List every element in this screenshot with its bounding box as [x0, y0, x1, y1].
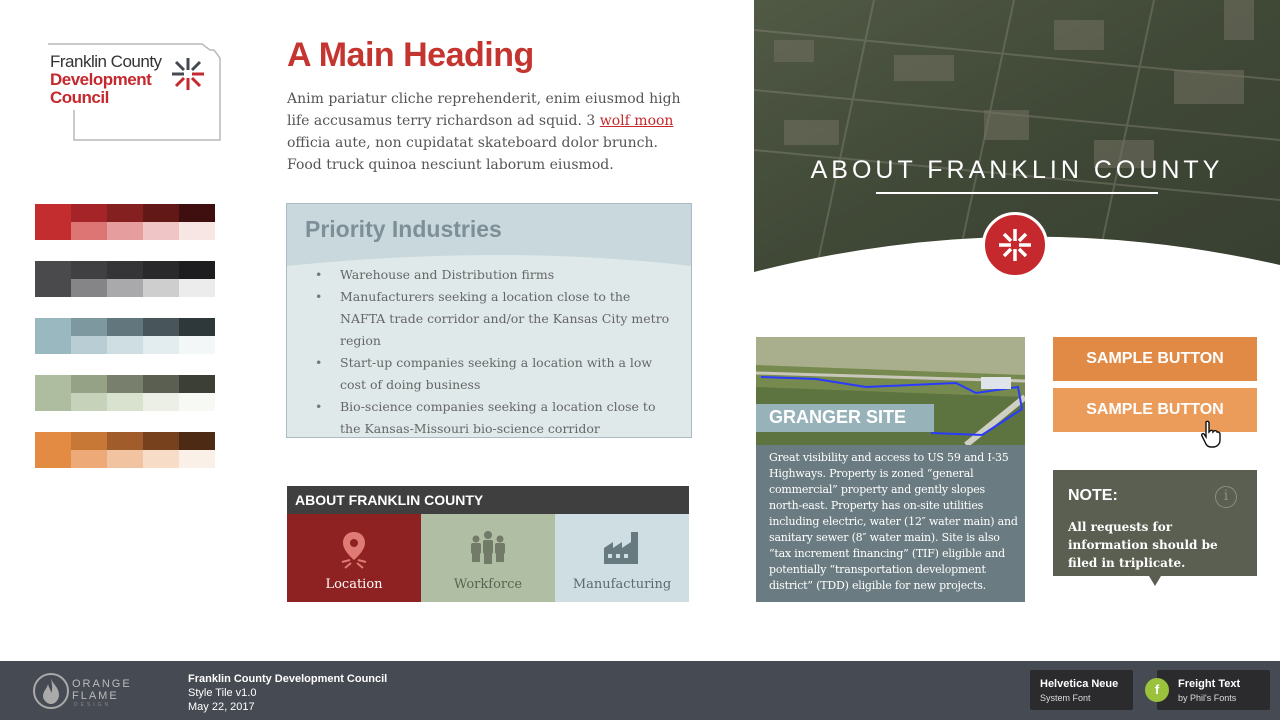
intro-text-end: officia aute, non cupidatat skateboard dolor brunch. Food truck quinoa nesciunt laborum eiusmod.	[287, 135, 658, 173]
freight-font-icon: f	[1145, 678, 1169, 702]
tab-label: Manufacturing	[572, 577, 672, 592]
brand-line-1: ORANGE	[72, 678, 132, 690]
color-swatch	[71, 450, 107, 468]
note-text: All requests for information should be filed in triplicate.	[1068, 520, 1218, 570]
sample-button[interactable]: SAMPLE BUTTON	[1053, 337, 1257, 381]
granger-site-description: Great visibility and access to US 59 and I-35 Highways. Property is zoned “general commercial” property and gently slopes north-east. Property has on-site utilities including electric, water (12″ water main) and sanitary sewer (8″ water main). Site is also “tax increment financing” (TIF) eligible and potentially “transportation development district” (TDD) eligible for new projects.	[769, 451, 1018, 592]
intro-paragraph	[287, 88, 687, 176]
list-item: • Warehouse and Distribution firms	[315, 264, 675, 286]
about-county-box	[287, 486, 689, 602]
tab-location[interactable]	[287, 514, 421, 602]
arrows-mark-icon	[170, 56, 206, 92]
note-title: NOTE:	[1068, 487, 1118, 504]
wolf-moon-link[interactable]: wolf moon	[599, 113, 674, 129]
granger-site-tag: GRANGER SITE	[756, 404, 934, 432]
info-icon[interactable]: i	[1215, 486, 1237, 508]
color-swatch	[71, 375, 107, 393]
hero-divider	[876, 192, 1158, 194]
color-swatch	[71, 261, 107, 279]
swatch-group-orange	[35, 432, 215, 468]
color-swatch	[71, 204, 107, 222]
priority-industries-title: Priority Industries	[305, 216, 502, 242]
flame-logo-icon	[33, 671, 69, 711]
color-swatch	[179, 393, 215, 411]
tab-label: Workforce	[453, 577, 523, 592]
arrows-mark-icon	[985, 215, 1045, 275]
color-swatch	[35, 336, 71, 354]
color-swatch	[35, 279, 71, 297]
footer-date: May 22, 2017	[188, 701, 255, 713]
sample-button-hover[interactable]: SAMPLE BUTTON	[1053, 388, 1257, 432]
tab-manufacturing[interactable]	[555, 514, 689, 602]
color-swatch	[179, 204, 215, 222]
note-callout	[1053, 470, 1257, 576]
font-chip-helvetica	[1030, 670, 1133, 710]
font-name: Freight Text	[1178, 678, 1241, 690]
about-tabs	[287, 514, 689, 602]
color-swatch	[107, 450, 143, 468]
color-swatch	[35, 222, 71, 240]
hero-title: ABOUT FRANKLIN COUNTY	[810, 156, 1224, 184]
color-swatch	[143, 432, 179, 450]
color-swatch	[143, 336, 179, 354]
swatch-row	[35, 393, 215, 411]
list-item: • Bio-science companies seeking a location close to the Kansas-Missouri bio-science corridor	[315, 396, 675, 438]
font-chip-freight	[1154, 670, 1270, 710]
priority-industries-list	[315, 264, 675, 438]
color-swatch	[179, 261, 215, 279]
logo-line-3: Council	[50, 88, 109, 107]
intro-text-start: Anim pariatur cliche reprehenderit, enim eiusmod high life accusamus terry richardson ad squid. 3	[287, 91, 681, 129]
granger-site-card[interactable]	[756, 337, 1025, 602]
color-swatch	[107, 318, 143, 336]
footer-version: Style Tile v1.0	[188, 687, 257, 699]
swatch-row	[35, 450, 215, 468]
color-swatch	[71, 279, 107, 297]
hero-banner	[754, 0, 1280, 280]
swatch-row	[35, 432, 215, 450]
color-swatch	[35, 318, 71, 336]
color-swatch	[179, 432, 215, 450]
logo-line-2: Development	[50, 70, 152, 89]
swatch-row	[35, 279, 215, 297]
color-swatch	[143, 222, 179, 240]
location-pin-icon	[337, 530, 371, 570]
color-swatch	[35, 375, 71, 393]
swatch-group-green	[35, 375, 215, 411]
color-swatch	[35, 450, 71, 468]
color-swatch	[71, 432, 107, 450]
swatch-row	[35, 204, 215, 222]
color-swatch	[107, 204, 143, 222]
color-swatch	[35, 432, 71, 450]
color-swatch	[107, 279, 143, 297]
color-swatch	[143, 318, 179, 336]
list-item: • Start-up companies seeking a location with a low cost of doing business	[315, 352, 675, 396]
tab-label: Location	[325, 577, 383, 592]
brand-line-3: DESIGN	[74, 702, 112, 708]
swatch-group-blue	[35, 318, 215, 354]
people-icon	[468, 530, 508, 566]
color-swatch	[107, 432, 143, 450]
swatch-row	[35, 318, 215, 336]
font-source: by Phil's Fonts	[1178, 693, 1237, 703]
color-swatch	[71, 336, 107, 354]
color-swatch	[143, 261, 179, 279]
color-swatch	[179, 279, 215, 297]
color-swatch	[179, 318, 215, 336]
color-swatch	[143, 204, 179, 222]
swatch-row	[35, 336, 215, 354]
color-swatch	[179, 375, 215, 393]
swatch-group-red	[35, 204, 215, 240]
hand-cursor-icon	[1200, 420, 1222, 448]
color-swatch	[71, 393, 107, 411]
color-swatch	[35, 261, 71, 279]
color-swatch	[143, 393, 179, 411]
color-swatch	[143, 375, 179, 393]
color-swatch	[71, 222, 107, 240]
franklin-county-logo	[44, 42, 222, 142]
swatch-row	[35, 261, 215, 279]
color-swatch	[107, 222, 143, 240]
color-swatch	[179, 450, 215, 468]
factory-icon	[602, 530, 642, 566]
color-swatch	[143, 450, 179, 468]
color-swatch	[179, 222, 215, 240]
footer-org: Franklin County Development Council	[188, 673, 388, 685]
color-swatch	[143, 279, 179, 297]
color-swatch	[35, 393, 71, 411]
font-source: System Font	[1040, 693, 1091, 703]
list-item: • Manufacturers seeking a location close to the NAFTA trade corridor and/or the Kansas City metro region	[315, 286, 675, 352]
hero-badge	[982, 212, 1048, 278]
swatch-row	[35, 222, 215, 240]
tab-workforce[interactable]	[421, 514, 555, 602]
color-palette	[35, 204, 215, 489]
swatch-row	[35, 375, 215, 393]
color-swatch	[35, 204, 71, 222]
brand-line-2: FLAME	[72, 690, 119, 702]
logo-line-1: Franklin County	[50, 52, 162, 71]
priority-industries-panel	[286, 203, 692, 438]
color-swatch	[107, 261, 143, 279]
color-swatch	[107, 375, 143, 393]
footer-meta	[188, 672, 387, 714]
about-box-title: ABOUT FRANKLIN COUNTY	[287, 486, 689, 514]
color-swatch	[107, 336, 143, 354]
font-name: Helvetica Neue	[1040, 678, 1119, 690]
main-heading: A Main Heading	[287, 36, 534, 74]
color-swatch	[107, 393, 143, 411]
color-swatch	[179, 336, 215, 354]
color-swatch	[71, 318, 107, 336]
swatch-group-gray	[35, 261, 215, 297]
